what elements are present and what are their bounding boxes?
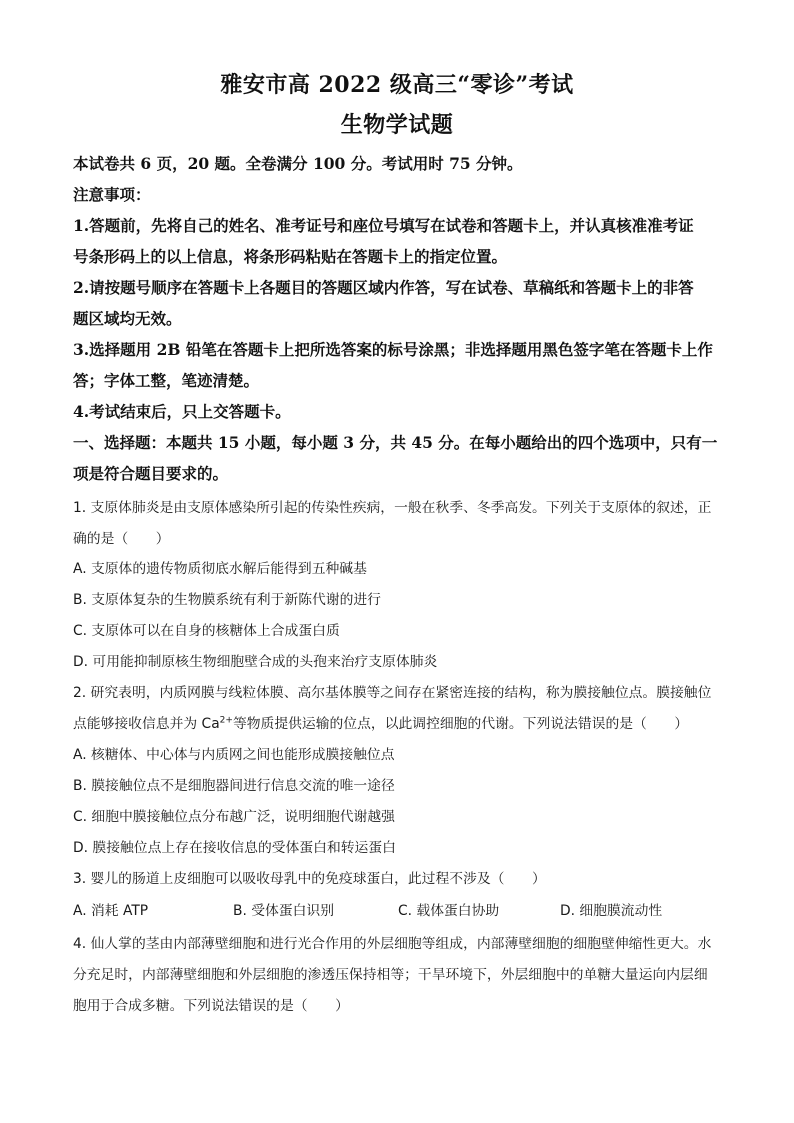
- q2-stem: 2. 研究表明，内质网膜与线粒体膜、高尔基体膜等之间存在紧密连接的结构，称为膜接触位点。膜接触位: [73, 685, 712, 701]
- q2-stem-text: 点能够接收信息并为 Ca: [73, 716, 220, 732]
- notice-line: 4.考试结束后，只上交答题卡。: [73, 402, 291, 421]
- q2-option-c: C. 细胞中膜接触位点分布越广泛，说明细胞代谢越强: [73, 809, 395, 825]
- q3-option-b: B. 受体蛋白识别: [233, 903, 335, 919]
- notice-line: 2.请按题号顺序在答题卡上各题目的答题区域内作答，写在试卷、草稿纸和答题卡上的非答: [73, 278, 694, 297]
- notice-line: 答；字体工整，笔迹清楚。: [73, 371, 260, 390]
- notice-line: 3.选择题用 2B 铅笔在答题卡上把所选答案的标号涂黑；非选择题用黑色签字笔在答题卡上作: [73, 340, 713, 359]
- q2-option-d: D. 膜接触位点上存在接收信息的受体蛋白和转运蛋白: [73, 840, 396, 856]
- q3-option-c: C. 载体蛋白协助: [398, 903, 500, 919]
- q2-option-b: B. 膜接触位点不是细胞器间进行信息交流的唯一途径: [73, 778, 395, 794]
- notice-line: 题区域均无效。: [73, 309, 182, 328]
- intro-text: 本试卷共 6 页，20 题。全卷满分 100 分。考试用时 75 分钟。: [73, 154, 523, 173]
- q1-stem-cont: 确的是（ ）: [73, 531, 170, 547]
- section-heading: 一、选择题：本题共 15 小题，每小题 3 分，共 45 分。在每小题给出的四个选项中，只有一: [73, 433, 718, 452]
- q4-stem-cont: 分充足时，内部薄壁细胞和外层细胞的渗透压保持相等；干旱环境下，外层细胞中的单糖大量运向内层细: [73, 967, 708, 983]
- notice-heading: 注意事项：: [73, 185, 151, 204]
- q3-option-d: D. 细胞膜流动性: [560, 903, 663, 919]
- q3-option-a: A. 消耗 ATP: [73, 903, 149, 919]
- notice-line: 号条形码上的以上信息，将条形码粘贴在答题卡上的指定位置。: [73, 247, 508, 266]
- q4-stem: 4. 仙人掌的茎由内部薄壁细胞和进行光合作用的外层细胞等组成，内部薄壁细胞的细胞壁伸缩性更大。水: [73, 936, 712, 952]
- exam-subtitle: 生物学试题: [340, 112, 454, 138]
- q2-stem-text-end: 等物质提供运输的位点，以此调控细胞的代谢。下列说法错误的是（ ）: [232, 716, 689, 732]
- section-heading-cont: 项是符合题目要求的。: [73, 464, 229, 483]
- q2-superscript: 2+: [219, 715, 233, 726]
- q4-stem-end: 胞用于合成多糖。下列说法错误的是（ ）: [73, 998, 349, 1014]
- q1-option-b: B. 支原体复杂的生物膜系统有利于新陈代谢的进行: [73, 592, 381, 608]
- q2-option-a: A. 核糖体、中心体与内质网之间也能形成膜接触位点: [73, 747, 395, 763]
- q1-option-d: D. 可用能抑制原核生物细胞壁合成的头孢来治疗支原体肺炎: [73, 654, 438, 670]
- q1-option-c: C. 支原体可以在自身的核糖体上合成蛋白质: [73, 623, 340, 639]
- q2-stem-cont: [73, 712, 723, 732]
- q3-stem: 3. 婴儿的肠道上皮细胞可以吸收母乳中的免疫球蛋白，此过程不涉及（ ）: [73, 871, 546, 887]
- notice-line: 1.答题前，先将自己的姓名、准考证号和座位号填写在试卷和答题卡上，并认真核准准考证: [73, 216, 694, 235]
- exam-title: 雅安市高 2022 级高三“零诊”考试: [220, 72, 574, 98]
- q1-option-a: A. 支原体的遗传物质彻底水解后能得到五种碱基: [73, 561, 367, 577]
- q1-stem: 1. 支原体肺炎是由支原体感染所引起的传染性疾病，一般在秋季、冬季高发。下列关于支原体的叙述，正: [73, 500, 712, 516]
